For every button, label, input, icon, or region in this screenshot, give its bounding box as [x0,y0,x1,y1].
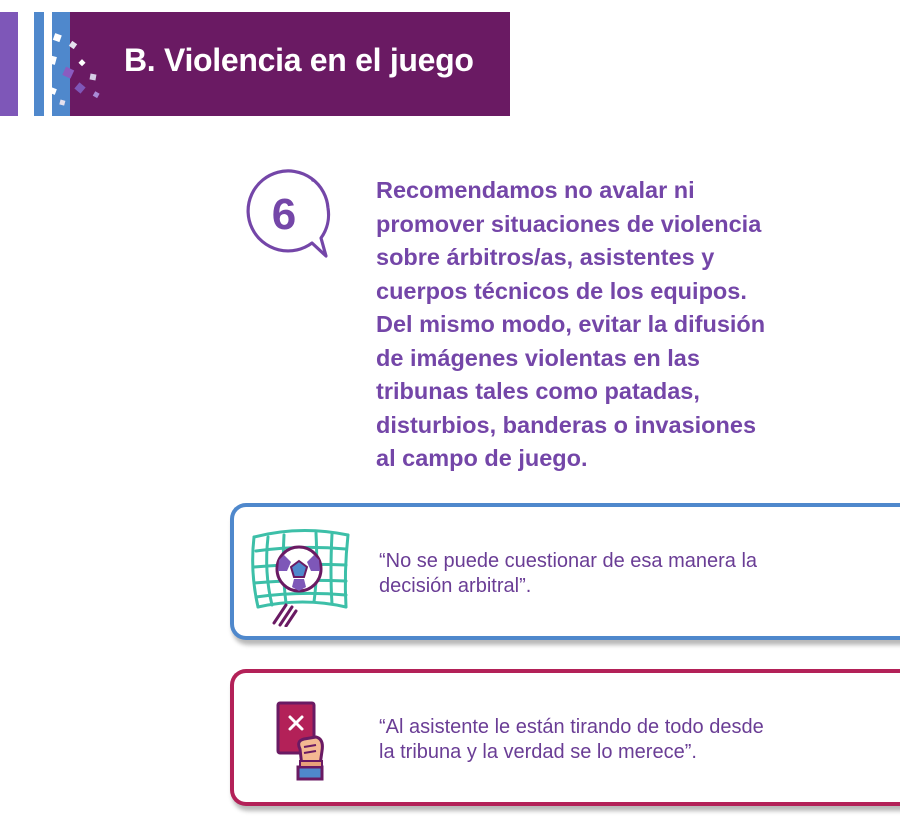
recommendation-line: de imágenes violentas en las [376,344,700,371]
red-card-hand-icon [274,701,334,791]
quote-line: la tribuna y la verdad se lo merece”. [379,741,697,763]
page-title: B. Violencia en el juego [124,42,474,78]
quote-line: decisión arbitral”. [379,575,532,597]
recommendation-line: cuerpos técnicos de los equipos. [376,277,747,304]
header-stripe [0,12,18,116]
quote-line: “No se puede cuestionar de esa manera la [379,550,758,572]
recommendation-number: 6 [271,190,297,239]
quote-line: “Al asistente le están tirando de todo desde [379,716,764,738]
recommendation-line: disturbios, banderas o invasiones [376,411,757,438]
header-stripe [18,12,34,116]
recommendation-line: tribunas tales como patadas, [376,378,700,404]
example-quote [379,715,849,765]
recommendation-line: Recomendamos no avalar ni [376,177,695,203]
recommendation-line: Del mismo modo, evitar la difusión [376,311,766,337]
confetti-icon [40,30,120,110]
recommendation-line: sobre árbitros/as, asistentes y [376,244,715,270]
soccer-ball-net-icon [248,527,352,627]
example-card [230,669,900,806]
speech-bubble-icon [240,168,336,264]
recommendation-line: al campo de juego. [376,445,588,471]
section-header [0,12,510,116]
recommendation-line: promover situaciones de violencia [376,210,762,237]
recommendation-text [376,174,816,476]
example-quote [379,549,849,599]
example-card [230,503,900,640]
